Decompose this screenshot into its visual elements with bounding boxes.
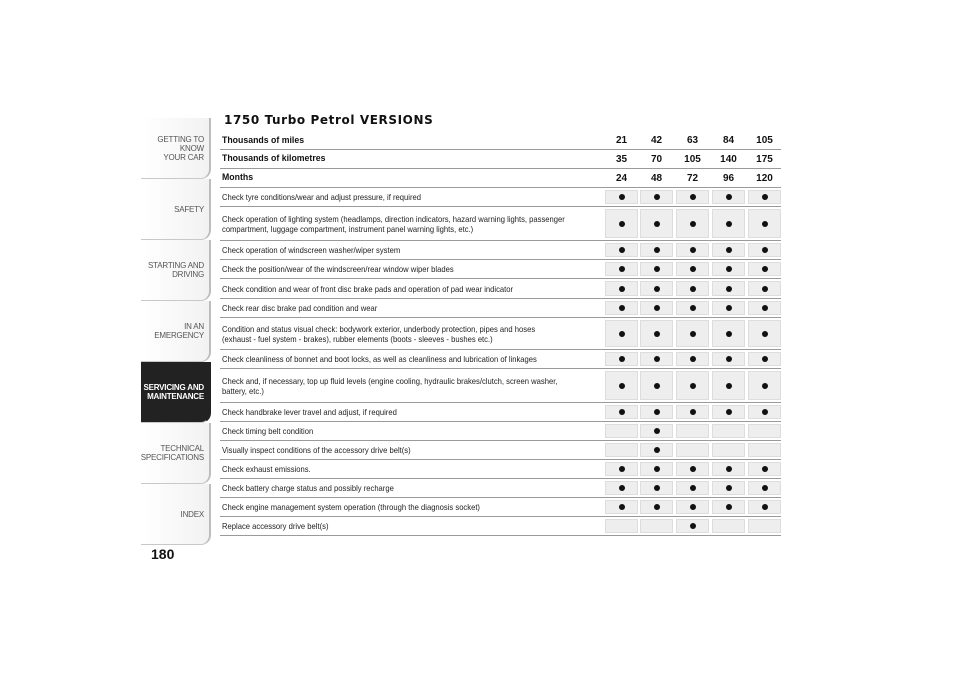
required-dot-icon [654,221,660,227]
row-label: Months [222,172,254,183]
schedule-cell [605,209,638,238]
table-row [220,241,781,260]
required-dot-icon [690,331,696,337]
schedule-cell [748,371,781,400]
table-row [220,403,781,422]
schedule-cell [748,301,781,315]
schedule-cell [748,519,781,533]
chapter-tab[interactable] [141,423,211,484]
interval-value: 120 [756,172,773,184]
table-row [220,498,781,517]
required-dot-icon [619,305,625,311]
schedule-cell [748,262,781,276]
table-row [220,260,781,279]
schedule-cell [605,462,638,476]
chapter-tab[interactable] [141,484,211,545]
table-header-row [220,169,781,188]
required-dot-icon [726,194,732,200]
required-dot-icon [654,247,660,253]
required-dot-icon [690,409,696,415]
required-dot-icon [654,428,660,434]
required-dot-icon [762,331,768,337]
schedule-cell [605,301,638,315]
schedule-cell [676,190,709,204]
schedule-cell [712,462,745,476]
required-dot-icon [690,247,696,253]
required-dot-icon [654,383,660,389]
table-row [220,460,781,479]
interval-value: 105 [684,153,701,165]
table-row [220,441,781,460]
interval-value: 175 [756,153,773,165]
required-dot-icon [619,194,625,200]
schedule-cell [640,352,673,366]
schedule-cell [676,519,709,533]
chapter-tab-label: SERVICING AND MAINTENANCE [143,383,204,401]
schedule-cell [712,281,745,296]
schedule-cell [676,481,709,495]
required-dot-icon [726,466,732,472]
operation-label: Check battery charge status and possibly recharge [222,483,394,493]
schedule-cell [712,443,745,457]
required-dot-icon [690,266,696,272]
schedule-cell [605,405,638,419]
required-dot-icon [690,485,696,491]
required-dot-icon [654,194,660,200]
operation-label: Check exhaust emissions. [222,464,311,474]
schedule-cell [605,443,638,457]
row-label: Thousands of kilometres [222,153,326,164]
table-row [220,350,781,369]
schedule-cell [605,190,638,204]
required-dot-icon [726,356,732,362]
required-dot-icon [654,466,660,472]
required-dot-icon [619,286,625,292]
operation-label: Check timing belt condition [222,426,314,436]
schedule-cell [640,481,673,495]
required-dot-icon [726,485,732,491]
schedule-cell [640,301,673,315]
required-dot-icon [619,247,625,253]
table-row [220,369,781,403]
interval-value: 21 [615,135,628,146]
schedule-cell [676,443,709,457]
schedule-cell [712,500,745,514]
schedule-cell [676,320,709,347]
schedule-cell [712,424,745,438]
schedule-cell [712,320,745,347]
schedule-cell [605,519,638,533]
schedule-cell [712,301,745,315]
required-dot-icon [654,286,660,292]
required-dot-icon [726,266,732,272]
row-label: Thousands of miles [222,134,305,146]
operation-label: Check rear disc brake pad condition and wear [222,303,378,313]
table-row [220,318,781,350]
schedule-cell [640,320,673,347]
required-dot-icon [654,485,660,491]
schedule-cell [712,481,745,495]
schedule-cell [640,424,673,438]
required-dot-icon [654,409,660,415]
schedule-cell [676,243,709,257]
operation-label: Check operation of lighting system (headlamps, direction indicators, hazard warning lights, passenger compartment, luggage compartment, instrument panel warning lights, etc.) [222,213,565,234]
interval-value: 105 [756,135,773,146]
schedule-cell [748,424,781,438]
schedule-cell [640,190,673,204]
operation-label: Check handbrake lever travel and adjust, if required [222,407,397,417]
operation-label: Check engine management system operation (through the diagnosis socket) [222,502,480,512]
required-dot-icon [762,194,768,200]
required-dot-icon [690,383,696,389]
interval-value: 24 [615,172,628,184]
required-dot-icon [762,409,768,415]
schedule-cell [712,405,745,419]
schedule-cell [676,301,709,315]
required-dot-icon [619,504,625,510]
interval-value: 70 [650,153,663,165]
chapter-tab-label: INDEX [180,509,204,519]
schedule-cell [676,424,709,438]
schedule-cell [676,405,709,419]
table-row [220,479,781,498]
table-row [220,422,781,441]
schedule-cell [712,243,745,257]
required-dot-icon [690,221,696,227]
interval-value: 96 [722,172,735,184]
required-dot-icon [619,466,625,472]
page-number: 180 [151,546,175,562]
schedule-cell [640,281,673,296]
table-header-row [220,150,781,169]
schedule-cell [712,209,745,238]
required-dot-icon [762,305,768,311]
operation-label: Check tyre conditions/wear and adjust pressure, if required [222,192,421,202]
schedule-cell [748,281,781,296]
chapter-tab[interactable] [141,118,211,179]
operation-label: Replace accessory drive belt(s) [222,521,329,531]
table-row [220,188,781,207]
required-dot-icon [690,286,696,292]
schedule-cell [605,281,638,296]
required-dot-icon [726,305,732,311]
table-row [220,207,781,241]
schedule-cell [748,443,781,457]
required-dot-icon [726,221,732,227]
interval-value: 140 [720,153,737,165]
required-dot-icon [654,447,660,453]
operation-label: Check operation of windscreen washer/wiper system [222,245,401,255]
schedule-cell [640,262,673,276]
chapter-tab-label: SAFETY [174,204,204,214]
required-dot-icon [762,286,768,292]
required-dot-icon [654,305,660,311]
required-dot-icon [762,356,768,362]
chapter-tab[interactable] [141,240,211,301]
schedule-cell [748,352,781,366]
required-dot-icon [654,356,660,362]
schedule-cell [712,519,745,533]
required-dot-icon [619,331,625,337]
schedule-cell [676,209,709,238]
section-title: 1750 Turbo Petrol VERSIONS [224,113,434,127]
required-dot-icon [619,485,625,491]
chapter-tab[interactable] [141,179,211,240]
required-dot-icon [726,331,732,337]
schedule-cell [640,209,673,238]
operation-label: Check condition and wear of front disc brake pads and operation of pad wear indicator [222,283,514,294]
schedule-cell [712,190,745,204]
required-dot-icon [619,266,625,272]
chapter-tab-label: IN AN EMERGENCY [154,322,204,340]
schedule-cell [605,352,638,366]
chapter-tab[interactable] [141,362,211,423]
required-dot-icon [762,485,768,491]
required-dot-icon [762,247,768,253]
operation-label: Check and, if necessary, top up fluid levels (engine cooling, hydraulic brakes/clutch, screen washer, battery, etc.) [222,375,558,396]
schedule-cell [748,243,781,257]
required-dot-icon [762,383,768,389]
schedule-cell [605,320,638,347]
schedule-cell [640,371,673,400]
required-dot-icon [690,466,696,472]
schedule-cell [748,481,781,495]
schedule-cell [605,262,638,276]
schedule-cell [605,500,638,514]
required-dot-icon [762,504,768,510]
schedule-cell [712,262,745,276]
required-dot-icon [762,466,768,472]
schedule-cell [676,262,709,276]
interval-value: 48 [650,172,663,184]
schedule-cell [748,405,781,419]
required-dot-icon [726,409,732,415]
required-dot-icon [726,286,732,292]
operation-label: Check cleanliness of bonnet and boot locks, as well as cleanliness and lubrication of linkages [222,354,537,364]
operation-label: Condition and status visual check: bodywork exterior, underbody protection, pipes and hoses (exhaust - fuel system - brakes), rubber elements (boots - sleeves - bushes etc.) [222,323,536,344]
schedule-cell [640,243,673,257]
chapter-tab-label: GETTING TO KNOW YOUR CAR [157,134,204,162]
schedule-cell [640,519,673,533]
required-dot-icon [619,356,625,362]
required-dot-icon [690,194,696,200]
chapter-tab[interactable] [141,301,211,362]
interval-value: 42 [650,135,663,146]
schedule-cell [748,462,781,476]
required-dot-icon [726,383,732,389]
schedule-cell [676,500,709,514]
table-row [220,299,781,318]
schedule-cell [712,352,745,366]
required-dot-icon [654,504,660,510]
required-dot-icon [619,221,625,227]
required-dot-icon [690,356,696,362]
schedule-cell [640,462,673,476]
schedule-cell [605,481,638,495]
required-dot-icon [762,221,768,227]
required-dot-icon [690,504,696,510]
required-dot-icon [619,383,625,389]
schedule-cell [676,462,709,476]
operation-label: Visually inspect conditions of the accessory drive belt(s) [222,445,411,455]
schedule-cell [640,500,673,514]
interval-value: 84 [722,135,735,146]
chapter-tab-label: TECHNICAL SPECIFICATIONS [140,444,204,462]
chapter-tab-label: STARTING AND DRIVING [148,261,204,279]
required-dot-icon [690,523,696,529]
schedule-cell [676,352,709,366]
table-header-row [220,132,781,150]
schedule-cell [605,424,638,438]
required-dot-icon [619,409,625,415]
required-dot-icon [654,331,660,337]
schedule-cell [640,443,673,457]
required-dot-icon [690,305,696,311]
schedule-cell [712,371,745,400]
required-dot-icon [726,504,732,510]
schedule-cell [748,209,781,238]
required-dot-icon [654,266,660,272]
schedule-cell [676,281,709,296]
interval-value: 35 [615,153,628,165]
schedule-cell [748,500,781,514]
schedule-cell [605,371,638,400]
schedule-cell [676,371,709,400]
operation-label: Check the position/wear of the windscreen/rear window wiper blades [222,264,454,274]
schedule-cell [640,405,673,419]
table-row [220,279,781,299]
schedule-cell [605,243,638,257]
interval-value: 72 [686,172,699,184]
interval-value: 63 [686,135,699,146]
schedule-cell [748,190,781,204]
schedule-cell [748,320,781,347]
table-row [220,517,781,536]
required-dot-icon [762,266,768,272]
required-dot-icon [726,247,732,253]
